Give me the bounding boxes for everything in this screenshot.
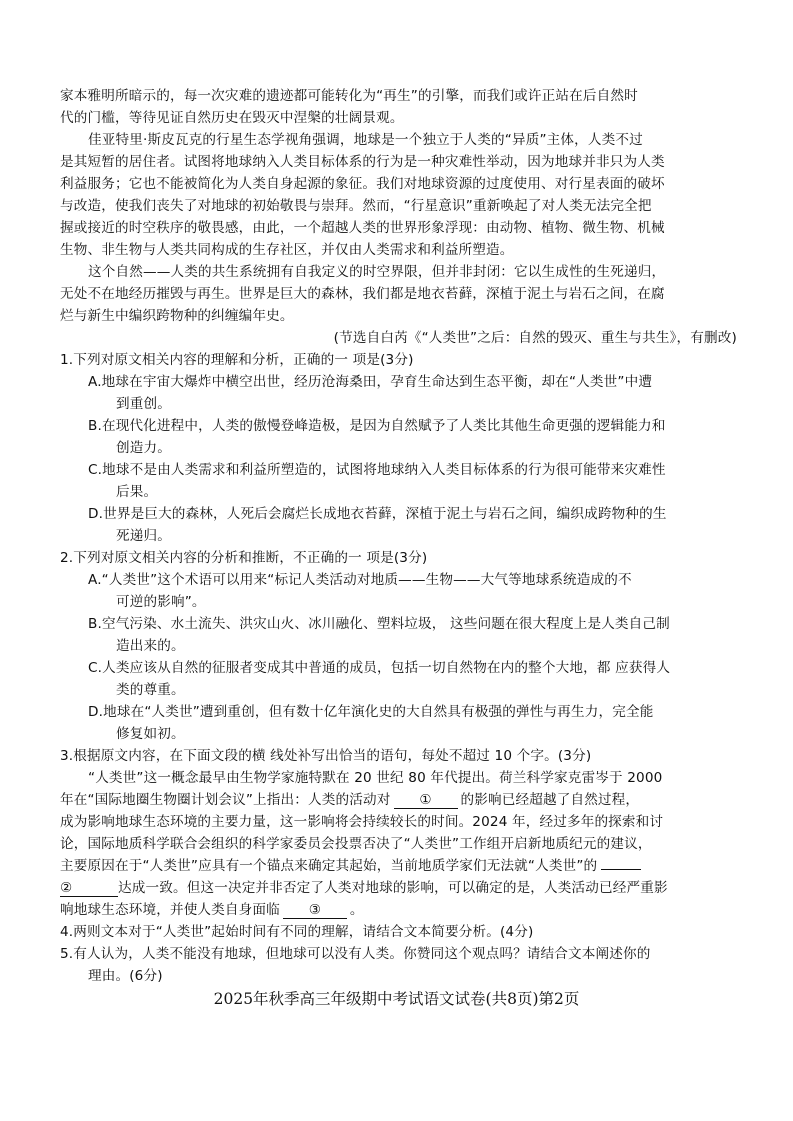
q3-text-line: 成为影响地球生态环境的主要力量，这一影响将会持续较长的时间。2024 年，经过多年的探索和讨 [60,814,664,830]
passage-line: 握或接近的时空秩序的敬畏感，由此，一个超越人类的世界形象浮现：由动物、植物、微生物、机械 [60,220,665,236]
q1-option-a[interactable]: A.地球在宇宙大爆炸中横空出世，经历沧海桑田，孕育生命达到生态平衡，却在“人类世”中遭 [88,374,653,390]
q1-option-d-cont: 死递归。 [116,528,171,544]
q3-text: 达成一致。但这一决定并非否定了人类对地球的影响，可以确定的是，人类活动已经严重影 [118,880,668,896]
q2-option-d-cont: 修复如初。 [116,726,185,742]
q3-text: 年在“国际地圈生物圈计划会议”上指出：人类的活动对 [60,792,391,808]
passage-line: 与改造，使我们丧失了对地球的初始敬畏与崇拜。然而，“行星意识”重新唤起了对人类无法完全把 [60,198,652,214]
page-footer: 2025年秋季高三年级期中考试语文试卷(共8页)第2页 [213,990,580,1008]
q3-text: 主要原因在于“人类世”应具有一个锚点来确定其起始，当前地质学家们无法就“人类世”的 [60,858,598,874]
fill-blank-2[interactable]: ② [60,880,118,897]
passage-line: 代的门槛，等待见证自然历史在毁灭中涅槃的壮阔景观。 [60,110,404,126]
q2-option-b[interactable]: B.空气污染、水土流失、洪灾山火、冰川融化、塑料垃圾， 这些问题在很大程度上是人类自己制 [88,616,670,632]
passage-line: 生物、非生物与人类共同构成的生存社区，并仅由人类需求和利益所塑造。 [60,242,514,258]
q2-option-a-cont: 可逆的影响”。 [116,594,206,610]
q2-option-a[interactable]: A.“人类世”这个术语可以用来“标记人类活动对地质——生物——大气等地球系统造成的不 [88,572,632,588]
q2-option-c[interactable]: C.人类应该从自然的征服者变成其中普通的成员，包括一切自然物在内的整个大地，都 应获得人 [88,660,671,676]
fill-blank-2-start[interactable] [601,869,641,870]
q1-option-a-cont: 到重创。 [116,396,171,412]
q1-option-b-cont: 创造力。 [116,440,171,456]
question-4: 4.两则文本对于“人类世”起始时间有不同的理解，请结合文本简要分析。(4分) [60,924,534,940]
q3-text-line [60,790,639,810]
fill-blank-1[interactable]: ① [394,792,458,809]
q1-option-c[interactable]: C.地球不是由人类需求和利益所塑造的，试图将地球纳入人类目标体系的行为很可能带来灾难性 [88,462,666,478]
q3-text-line: “人类世”这一概念最早由生物学家施特默在 20 世纪 80 年代提出。荷兰科学家克雷岑于 2000 [88,770,663,786]
q2-option-c-cont: 类的尊重。 [116,682,185,698]
q3-text: 响地球生态环境，并使人类自身面临 [60,902,280,918]
question-3-stem: 3.根据原文内容，在下面文段的横 线处补写出恰当的语句，每处不超过 10 个字。(3分) [60,748,592,764]
question-1-stem: 1.下列对原文相关内容的理解和分析，正确的一 项是(3分) [60,352,414,368]
q1-option-b[interactable]: B.在现代化进程中，人类的傲慢登峰造极，是因为自然赋予了人类比其他生命更强的逻辑能力和 [88,418,666,434]
passage-line: 利益服务；它也不能被简化为人类自身起源的象征。我们对地球资源的过度使用、对行星表面的破坏 [60,176,665,192]
q2-option-d[interactable]: D.地球在“人类世”遭到重创，但有数十亿年演化史的大自然具有极强的弹性与再生力，完全能 [88,704,654,720]
passage-source: (节选自白芮《“人类世”之后：自然的毁灭、重生与共生》，有删改) [333,330,737,346]
q3-text-line [60,856,641,876]
q3-text-line [60,900,364,920]
question-5-cont: 理由。(6分) [88,968,163,984]
fill-blank-3[interactable]: ③ [283,902,347,919]
q3-text: 的影响已经超越了自然过程， [460,792,640,808]
q3-text-line: 论，国际地质科学联合会组织的科学家委员会投票否决了“人类世”工作组开启新地质纪元的建议， [60,836,652,852]
passage-line: 烂与新生中编织跨物种的纠缠编年史。 [60,308,294,324]
question-5: 5.有人认为，人类不能没有地球，但地球可以没有人类。你赞同这个观点吗？请结合文本阐述你的 [60,946,651,962]
q3-text: 。 [349,902,364,918]
q3-text-line [60,878,668,898]
q1-option-c-cont: 后果。 [116,484,158,500]
q1-option-d[interactable]: D.世界是巨大的森林，人死后会腐烂长成地衣苔藓，深植于泥土与岩石之间，编织成跨物种的生 [88,506,667,522]
passage-line: 无处不在地经历摧毁与再生。世界是巨大的森林，我们都是地衣苔藓，深植于泥土与岩石之间，在腐 [60,286,665,302]
q2-option-b-cont: 造出来的。 [116,638,185,654]
passage-line: 家本雅明所暗示的，每一次灾难的遗迹都可能转化为“再生”的引擎，而我们或许正站在后自然时 [60,88,638,104]
question-2-stem: 2.下列对原文相关内容的分析和推断，不正确的一 项是(3分) [60,550,428,566]
passage-line: 佳亚特里·斯皮瓦克的行星生态学视角强调，地球是一个独立于人类的“异质”主体，人类不过 [88,132,643,148]
passage-line: 是其短暂的居住者。试图将地球纳入人类目标体系的行为是一种灾难性举动，因为地球并非只为人类 [60,154,665,170]
passage-line: 这个自然——人类的共生系统拥有自我定义的时空界限，但并非封闭：它以生成性的生死递归， [88,264,666,280]
